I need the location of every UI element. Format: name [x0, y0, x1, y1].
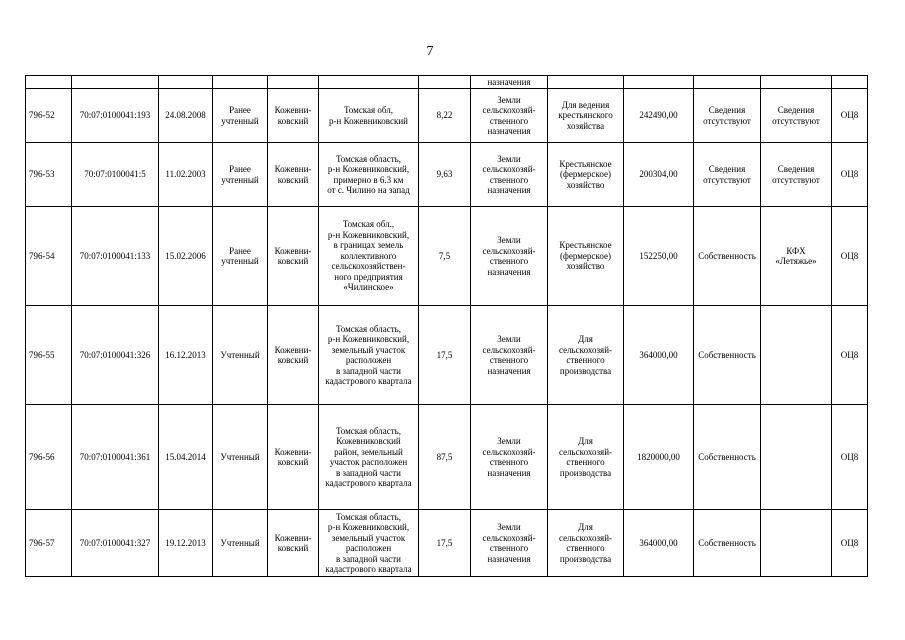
- cell-empty: [319, 76, 419, 89]
- cell-right-holder: Сведения отсутствуют: [761, 143, 832, 207]
- cell-empty: [213, 76, 268, 89]
- cell-cadastral-value: 364000,00: [624, 306, 694, 405]
- cell-land-category: Земли сельскохозяй- ственного назначения: [471, 143, 548, 207]
- cell-number: 796-57: [26, 510, 72, 577]
- page-number: 7: [426, 44, 434, 59]
- cell-empty: [761, 76, 832, 89]
- cell-empty: [72, 76, 159, 89]
- cell-empty: [159, 76, 213, 89]
- cell-right-holder: [761, 405, 832, 510]
- cell-district: Кожевни- ковский: [268, 89, 319, 143]
- table-row: [26, 143, 868, 207]
- cell-district: Кожевни- ковский: [268, 207, 319, 306]
- cell-number: 796-53: [26, 143, 72, 207]
- cell-empty: [26, 76, 72, 89]
- cell-empty: [832, 76, 868, 89]
- cell-right-type: Собственность: [694, 207, 761, 306]
- cell-location: Томская обл, р-н Кожевниковский: [319, 89, 419, 143]
- cell-empty: [548, 76, 624, 89]
- table-row: [26, 405, 868, 510]
- cell-land-category: Земли сельскохозяй- ственного назначения: [471, 510, 548, 577]
- cell-code: ОЦ8: [832, 207, 868, 306]
- cell-empty: [268, 76, 319, 89]
- cell-district: Кожевни- ковский: [268, 405, 319, 510]
- cell-area: 7,5: [419, 207, 471, 306]
- cell-area: 8,22: [419, 89, 471, 143]
- cell-permitted-use: Крестьянское (фермерское) хозяйство: [548, 207, 624, 306]
- cell-number: 796-54: [26, 207, 72, 306]
- table-row: [26, 306, 868, 405]
- cell-cadastral-number: 70:07:0100041:133: [72, 207, 159, 306]
- cell-right-type: Собственность: [694, 306, 761, 405]
- cell-number: 796-52: [26, 89, 72, 143]
- cell-cadastral-value: 152250,00: [624, 207, 694, 306]
- cell-district: Кожевни- ковский: [268, 306, 319, 405]
- continuation-row: [26, 76, 868, 89]
- cell-registration-date: 11.02.2003: [159, 143, 213, 207]
- cell-code: ОЦ8: [832, 143, 868, 207]
- cell-right-type: Сведения отсутствуют: [694, 89, 761, 143]
- table-row: [26, 510, 868, 577]
- cell-status: Ранее учтенный: [213, 143, 268, 207]
- land-plot-table: [25, 75, 868, 577]
- cell-registration-date: 15.04.2014: [159, 405, 213, 510]
- cell-right-holder: КФХ «Летяжье»: [761, 207, 832, 306]
- cell-district: Кожевни- ковский: [268, 143, 319, 207]
- cell-area: 17,5: [419, 306, 471, 405]
- cell-area: 9,63: [419, 143, 471, 207]
- cell-cadastral-number: 70:07:0100041:5: [72, 143, 159, 207]
- cell-district: Кожевни- ковский: [268, 510, 319, 577]
- cell-cadastral-number: 70:07:0100041:361: [72, 405, 159, 510]
- cell-code: ОЦ8: [832, 89, 868, 143]
- cell-empty: [694, 76, 761, 89]
- cell-right-holder: Сведения отсутствуют: [761, 89, 832, 143]
- cell-registration-date: 24.08.2008: [159, 89, 213, 143]
- cell-registration-date: 15.02.2006: [159, 207, 213, 306]
- cell-cadastral-value: 1820000,00: [624, 405, 694, 510]
- cell-location: Томская область, р-н Кожевниковский, земельный участок расположен в западной части кадастрового квартала: [319, 306, 419, 405]
- cell-right-holder: [761, 510, 832, 577]
- table-row: [26, 207, 868, 306]
- cell-cadastral-value: 200304,00: [624, 143, 694, 207]
- cell-location: Томская область, р-н Кожевниковский, примерно в 6.3 км от с. Чилино на запад: [319, 143, 419, 207]
- cell-location: Томская область, р-н Кожевниковский, земельный участок расположен в западной части кадастрового квартала: [319, 510, 419, 577]
- cell-permitted-use: Для сельскохозяй- ственного производства: [548, 405, 624, 510]
- cell-status: Учтенный: [213, 306, 268, 405]
- cell-permitted-use: Для ведения крестьянского хозяйства: [548, 89, 624, 143]
- cell-right-holder: [761, 306, 832, 405]
- cell-code: ОЦ8: [832, 405, 868, 510]
- cell-permitted-use: Для сельскохозяй- ственного производства: [548, 510, 624, 577]
- cell-empty: [419, 76, 471, 89]
- cell-land-category: Земли сельскохозяй- ственного назначения: [471, 89, 548, 143]
- cell-number: 796-56: [26, 405, 72, 510]
- cell-empty: [624, 76, 694, 89]
- cell-cadastral-number: 70:07:0100041:326: [72, 306, 159, 405]
- cell-land-category: Земли сельскохозяй- ственного назначения: [471, 207, 548, 306]
- cell-cadastral-number: 70:07:0100041:193: [72, 89, 159, 143]
- cell-location: Томская обл., р-н Кожевниковский, в границах земель коллективного сельскохозяйствен- ного предприятия «Чилинское»: [319, 207, 419, 306]
- cell-right-type: Сведения отсутствуют: [694, 143, 761, 207]
- cell-status: Учтенный: [213, 405, 268, 510]
- cell-code: ОЦ8: [832, 510, 868, 577]
- cell-area: 17,5: [419, 510, 471, 577]
- cell-registration-date: 16.12.2013: [159, 306, 213, 405]
- cell-status: Ранее учтенный: [213, 89, 268, 143]
- cell-status: Ранее учтенный: [213, 207, 268, 306]
- cell-land-category: Земли сельскохозяй- ственного назначения: [471, 405, 548, 510]
- cell-category-continuation: [471, 76, 548, 89]
- cell-area: 87,5: [419, 405, 471, 510]
- cell-right-type: Собственность: [694, 405, 761, 510]
- cell-land-category: Земли сельскохозяй- ственного назначения: [471, 306, 548, 405]
- category-continuation-text: назначения: [487, 77, 531, 87]
- cell-location: Томская область, Кожевниковский район, земельный участок расположен в западной части кадастрового квартала: [319, 405, 419, 510]
- cell-cadastral-value: 364000,00: [624, 510, 694, 577]
- cell-right-type: Собственность: [694, 510, 761, 577]
- cell-status: Учтенный: [213, 510, 268, 577]
- cell-cadastral-value: 242490,00: [624, 89, 694, 143]
- cell-code: ОЦ8: [832, 306, 868, 405]
- cell-number: 796-55: [26, 306, 72, 405]
- cell-registration-date: 19.12.2013: [159, 510, 213, 577]
- table-row: [26, 89, 868, 143]
- cell-cadastral-number: 70:07:0100041:327: [72, 510, 159, 577]
- cell-permitted-use: Для сельскохозяй- ственного производства: [548, 306, 624, 405]
- cell-permitted-use: Крестьянское (фермерское) хозяйство: [548, 143, 624, 207]
